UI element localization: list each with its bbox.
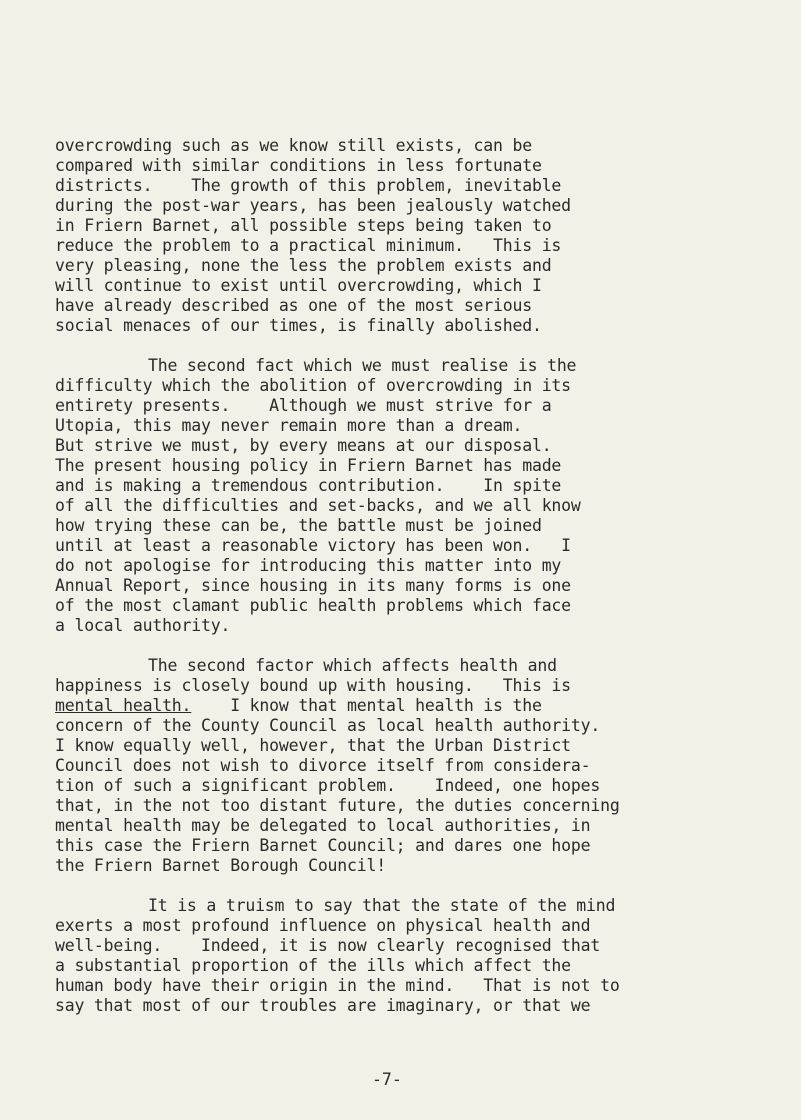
text-line: very pleasing, none the less the problem exists and (55, 256, 552, 275)
text-line: Council does not wish to divorce itself from considera- (55, 756, 591, 775)
text-line: human body have their origin in the mind. That is not to (55, 976, 620, 995)
text-line: overcrowding such as we know still exists, can be (55, 136, 532, 155)
text-line: will continue to exist until overcrowding, which I (55, 276, 542, 295)
text-line: The second fact which we must realise is the (148, 356, 577, 375)
text-line: But strive we must, by every means at our disposal. (55, 436, 552, 455)
text-line: reduce the problem to a practical minimum. This is (55, 236, 562, 255)
text-line: during the post-war years, has been jealously watched (55, 196, 571, 215)
text-line: The present housing policy in Friern Barnet has made (55, 456, 562, 475)
text-line: the Friern Barnet Borough Council! (55, 856, 386, 875)
text-line: I know equally well, however, that the Urban District (55, 736, 571, 755)
text-line: concern of the County Council as local health authority. (55, 716, 601, 735)
text-line: exerts a most profound influence on physical health and (55, 916, 591, 935)
text-line: The second factor which affects health and (148, 656, 557, 675)
text-line: social menaces of our times, is finally abolished. (55, 316, 542, 335)
text-line: of all the difficulties and set-backs, and we all know (55, 496, 581, 515)
text-line: difficulty which the abolition of overcrowding in its (55, 376, 571, 395)
text-line: that, in the not too distant future, the duties concerning (55, 796, 620, 815)
text-line: It is a truism to say that the state of the mind (148, 896, 616, 915)
text-line: have already described as one of the most serious (55, 296, 532, 315)
text-span: I know that mental health is the (191, 696, 542, 715)
text-line: until at least a reasonable victory has been won. I (55, 536, 571, 555)
text-line: how trying these can be, the battle must be joined (55, 516, 542, 535)
text-line: compared with similar conditions in less fortunate (55, 156, 542, 175)
text-line: in Friern Barnet, all possible steps being taken to (55, 216, 552, 235)
text-line: do not apologise for introducing this matter into my (55, 556, 562, 575)
text-line: say that most of our troubles are imaginary, or that we (55, 996, 591, 1015)
text-line: tion of such a significant problem. Indeed, one hopes (55, 776, 601, 795)
text-line: well-being. Indeed, it is now clearly recognised that (55, 936, 601, 955)
text-line: happiness is closely bound up with housing. This is (55, 676, 571, 695)
text-line: a local authority. (55, 616, 231, 635)
text-line: Utopia, this may never remain more than a dream. (55, 416, 523, 435)
text-line: districts. The growth of this problem, inevitable (55, 176, 562, 195)
text-line: mental health may be delegated to local authorities, in (55, 816, 591, 835)
text-line: this case the Friern Barnet Council; and dares one hope (55, 836, 591, 855)
text-line: Annual Report, since housing in its many forms is one (55, 576, 571, 595)
page-number: -7- (372, 1070, 402, 1089)
text-line (55, 696, 542, 716)
text-line: a substantial proportion of the ills which affect the (55, 956, 571, 975)
text-line: entirety presents. Although we must strive for a (55, 396, 552, 415)
text-line: of the most clamant public health problems which face (55, 596, 571, 615)
underlined-heading: mental health. (55, 696, 192, 715)
text-line: and is making a tremendous contribution. In spite (55, 476, 562, 495)
